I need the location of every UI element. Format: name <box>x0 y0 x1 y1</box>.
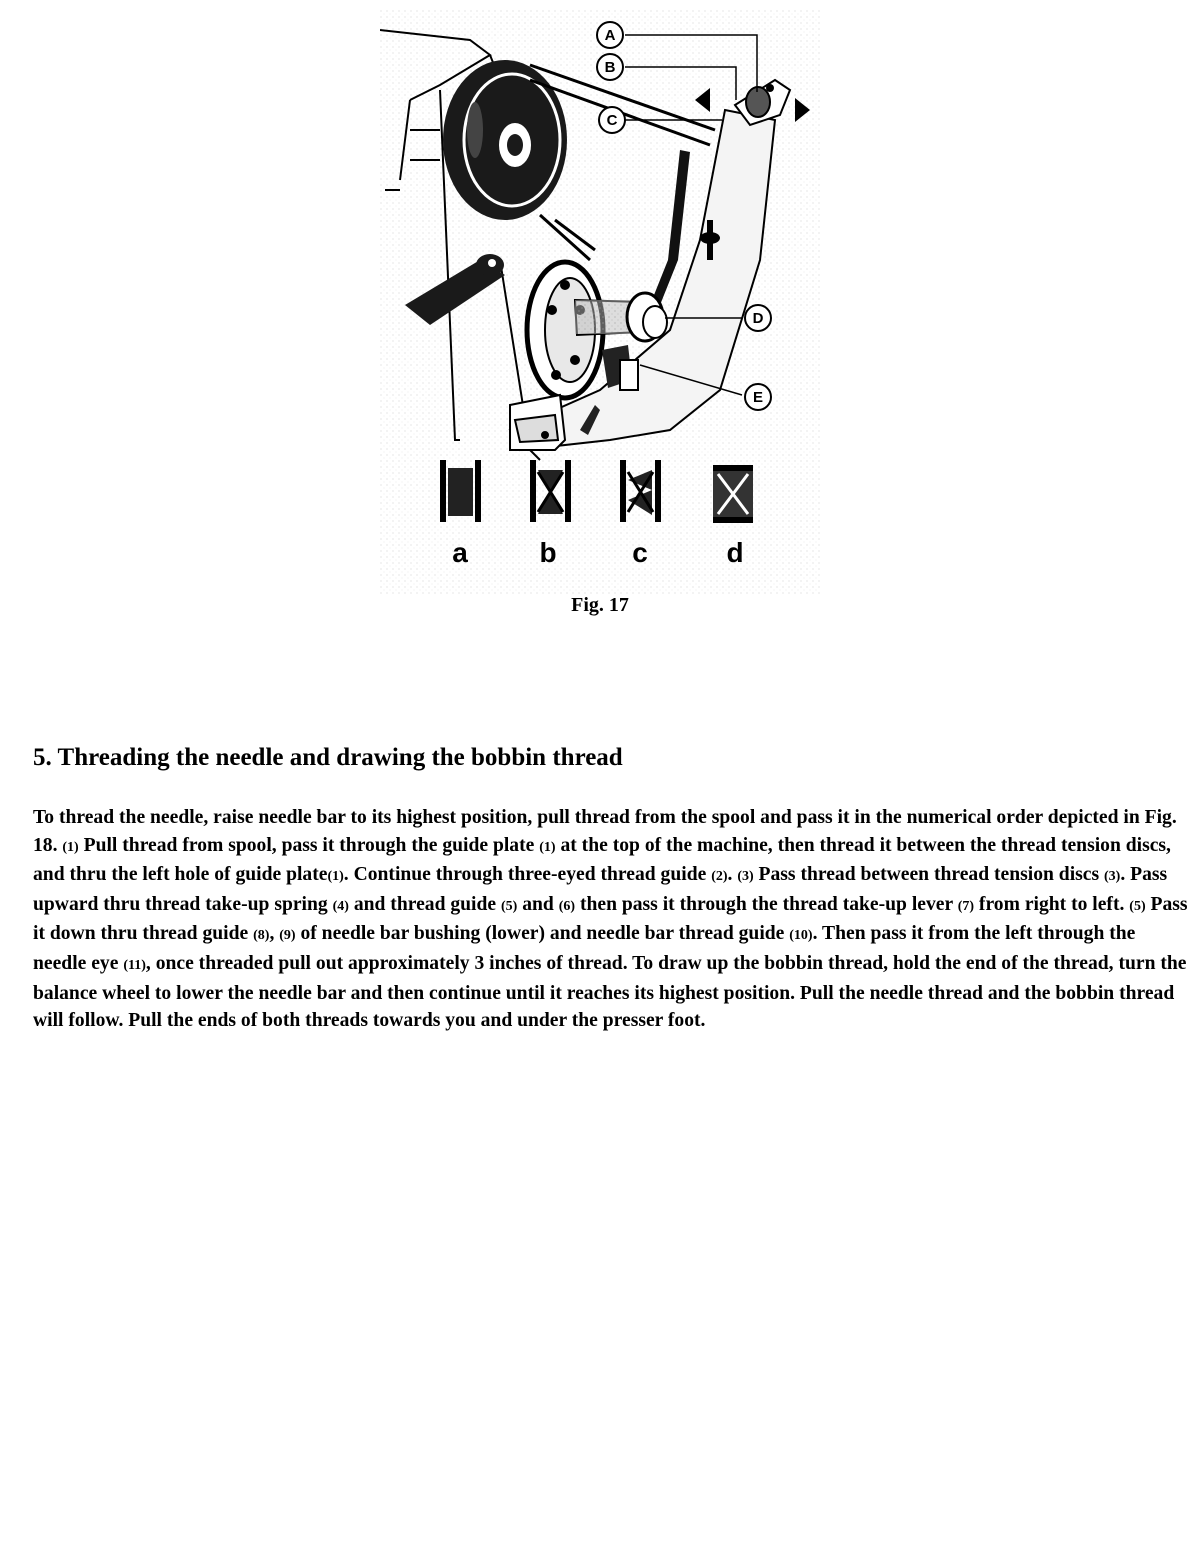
callout-b <box>597 54 623 80</box>
body-text-run: and thread guide <box>348 893 501 915</box>
step-reference: (1) <box>62 839 79 855</box>
figure-caption: Fig. 17 <box>571 594 629 616</box>
body-text-run: at the top of the machine, then thread it between the thread tension discs, and thru the left hole of guide plate <box>33 834 1171 886</box>
body-paragraph <box>33 804 1188 1035</box>
step-reference: (6) <box>558 898 576 914</box>
section-heading: 5. Threading the needle and drawing the bobbin thread <box>33 744 623 771</box>
body-text-run: To thread the needle, raise needle bar to its highest position, pull thread from the spool and pass it in the numerical order depicted in Fig. 18. <box>33 807 1177 856</box>
step-reference: (11) <box>123 957 146 973</box>
variant-label-a: a <box>452 537 468 568</box>
step-reference: (1) <box>327 869 344 885</box>
bobbin-variant-d <box>713 465 753 523</box>
body-text-run: , <box>269 923 280 945</box>
step-reference: (3) <box>1103 869 1121 885</box>
body-text-run: , once threaded pull out approximately 3 inches of thread. To draw up the bobbin thread, hold the end of the thread, turn the balance wheel to lower the needle bar and then continue until it reaches its highest position. Pull the needle thread and the bobbin thread will follow. Pull the ends of both threads towards you and under the presser foot. <box>33 952 1187 1032</box>
callout-e-label: E <box>752 389 764 406</box>
body-text-run: . Then pass it from the left through the needle eye <box>33 923 1136 974</box>
variant-label-c: c <box>632 537 648 568</box>
step-reference: (7) <box>957 898 975 914</box>
step-reference: (2) <box>711 869 728 885</box>
callout-d-label: D <box>752 310 764 327</box>
callout-d <box>745 305 771 331</box>
body-text-run: Pass thread between thread tension discs <box>753 864 1104 886</box>
body-text-run: Pass it down thru thread guide <box>33 893 1188 945</box>
step-reference: (3) <box>737 869 754 885</box>
body-text-run: and <box>517 893 559 915</box>
body-text-run: . <box>727 864 738 886</box>
step-reference: (10) <box>789 928 813 944</box>
step-reference: (1) <box>539 839 556 855</box>
body-text-run: from right to left. <box>974 893 1130 915</box>
step-reference: (5) <box>1129 898 1146 914</box>
body-text-run: . Continue through three-eyed thread guide <box>343 864 712 886</box>
base-foot <box>510 395 565 450</box>
callout-c-label: C <box>606 112 618 129</box>
step-reference: (5) <box>501 898 518 914</box>
callout-e <box>745 384 771 410</box>
step-reference: (9) <box>279 928 296 944</box>
body-text-run: Pull thread from spool, pass it through the guide plate <box>78 834 540 856</box>
bobbin-spindle <box>575 293 667 341</box>
callout-b-label: B <box>604 59 616 76</box>
variant-label-b: b <box>539 537 557 568</box>
callout-a-label: A <box>604 27 616 44</box>
callout-c <box>599 107 625 133</box>
balance-wheel <box>443 60 567 220</box>
callout-a <box>597 22 623 48</box>
variant-label-d: d <box>726 537 744 568</box>
body-text-run: of needle bar bushing (lower) and needle bar thread guide <box>295 923 790 945</box>
body-text-run: . Pass upward thru thread take-up spring <box>33 864 1168 915</box>
step-reference: (4) <box>332 898 349 914</box>
body-text-run: then pass it through the thread take-up lever <box>575 893 958 915</box>
bobbin-winder-figure <box>380 10 820 595</box>
step-reference: (8) <box>253 928 270 944</box>
